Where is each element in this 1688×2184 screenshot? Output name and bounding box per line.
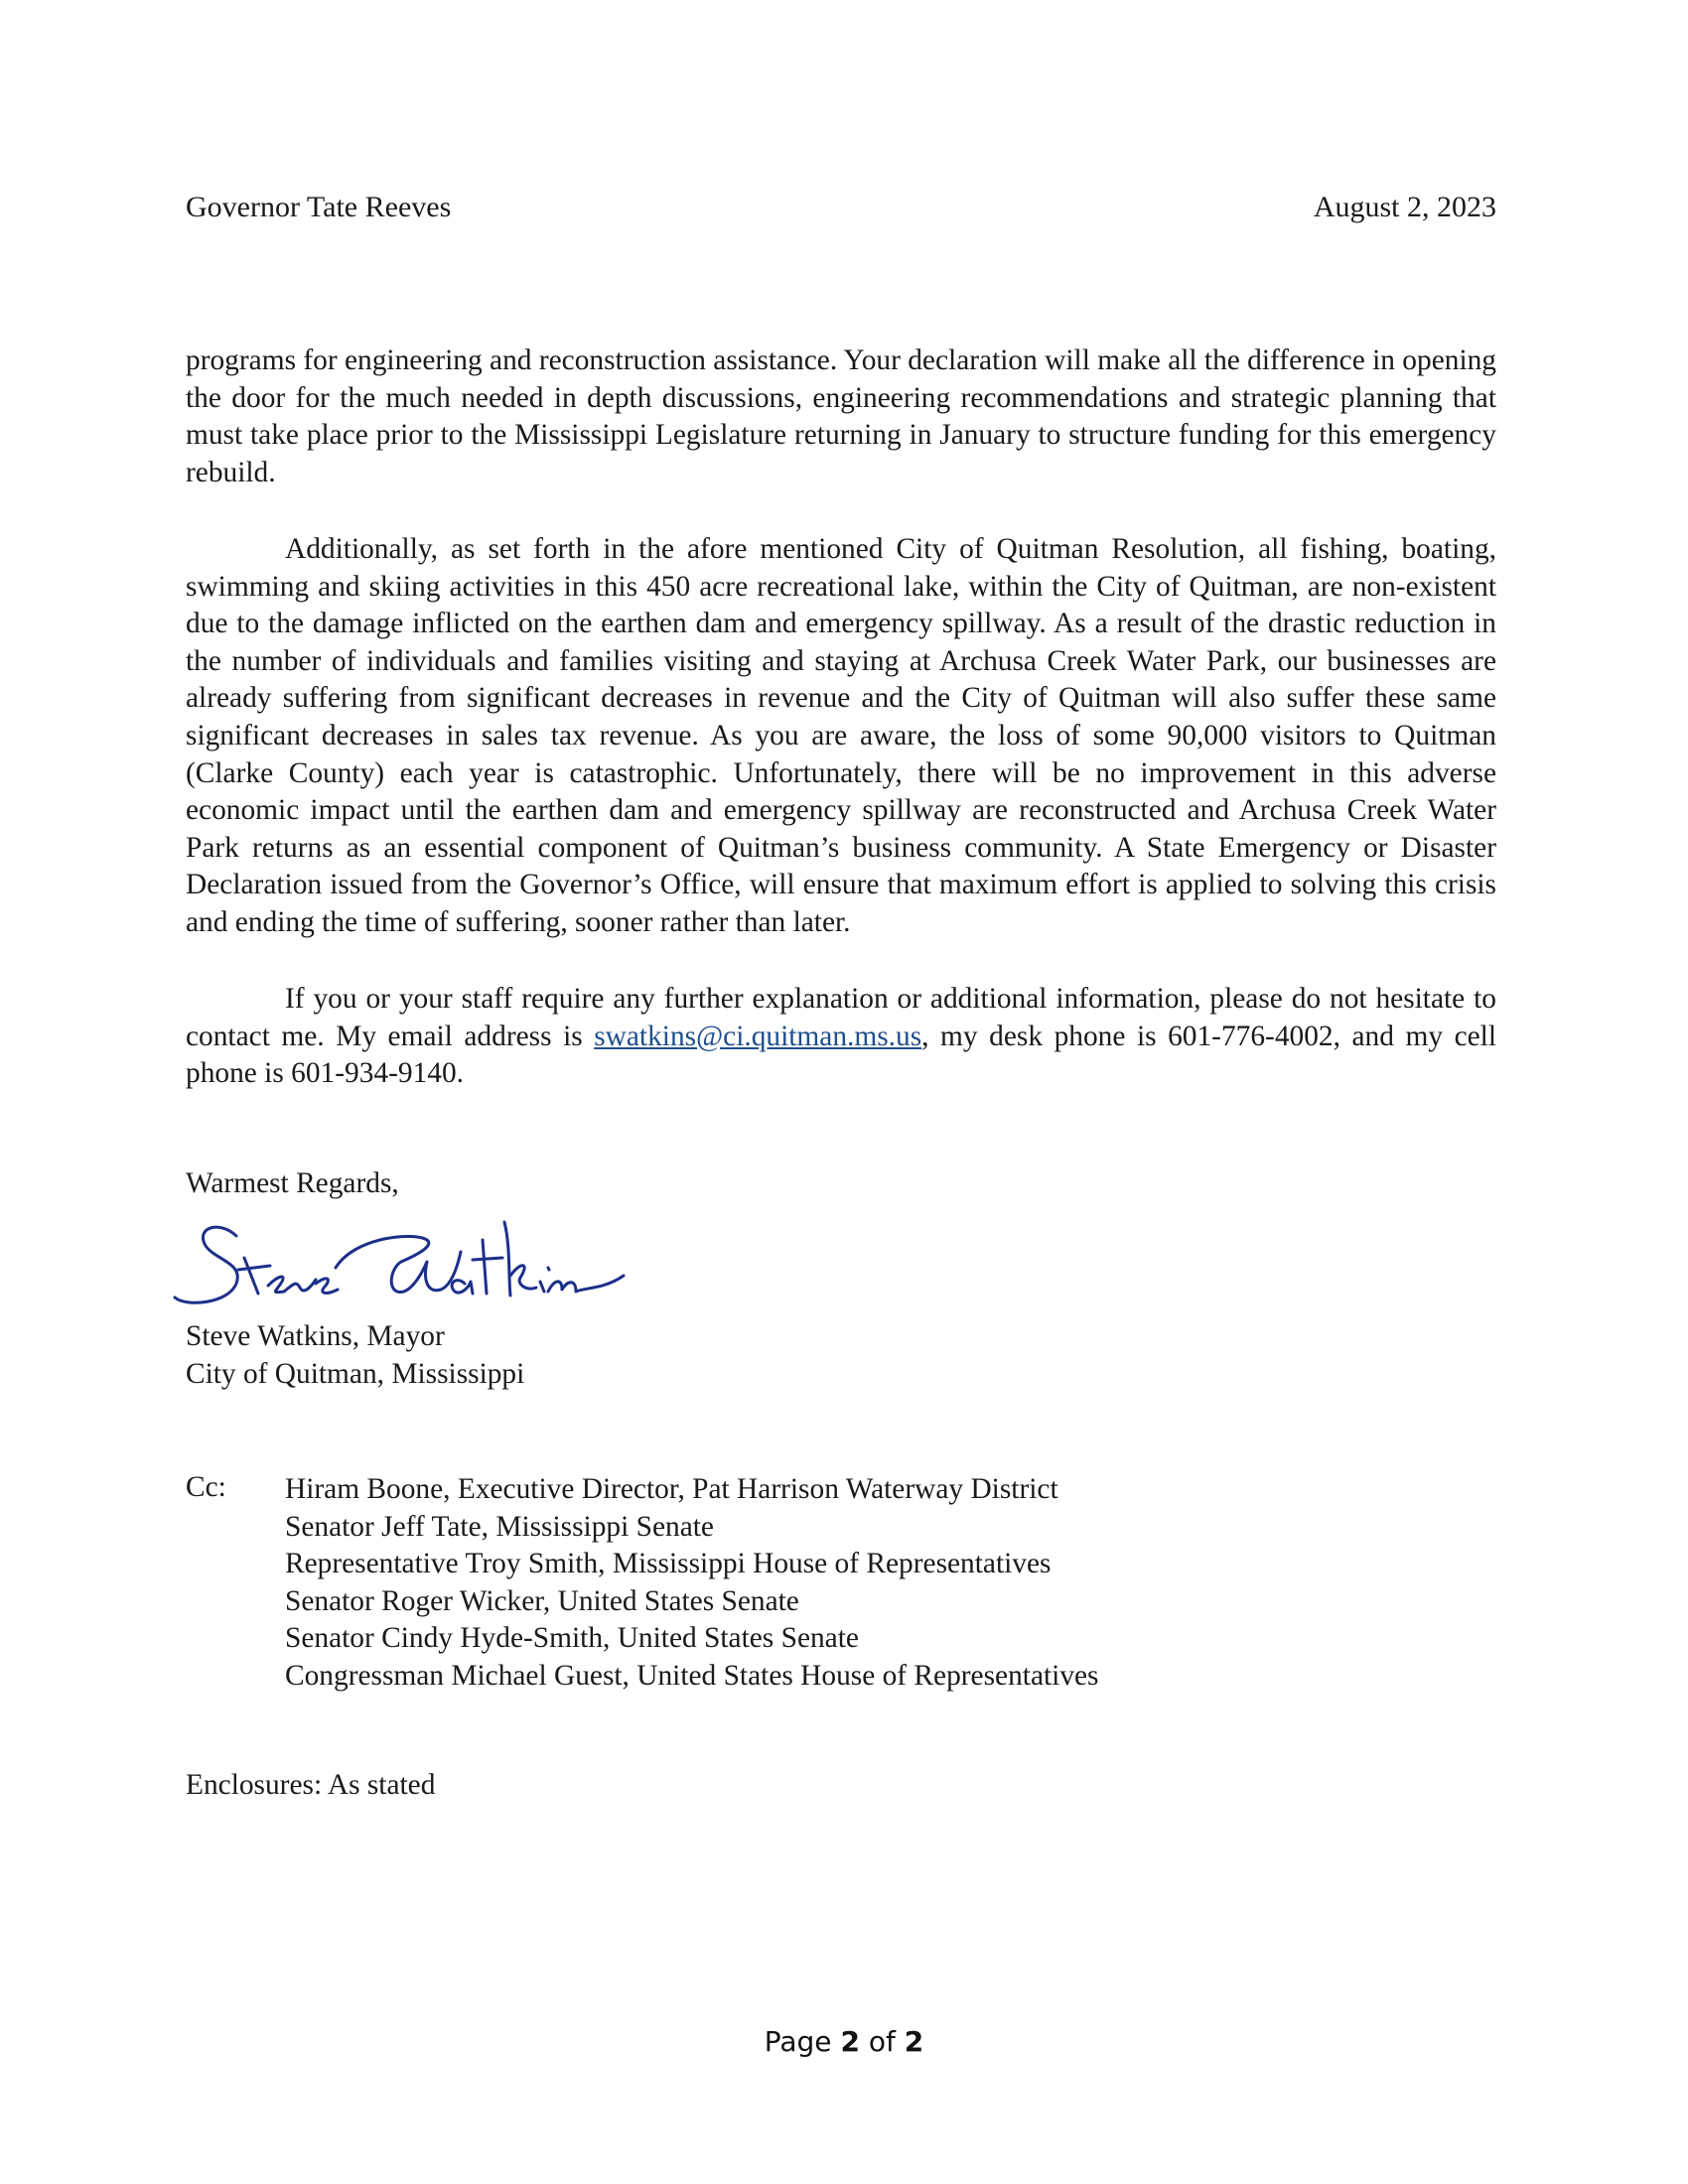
- email-link[interactable]: swatkins@ci.quitman.ms.us: [594, 1020, 922, 1052]
- signer-block: [186, 1318, 524, 1393]
- addressee: Governor Tate Reeves: [186, 191, 452, 223]
- cc-recipient: Senator Roger Wicker, United States Senate: [285, 1584, 799, 1617]
- cc-recipient: Representative Troy Smith, Mississippi House of Representatives: [285, 1548, 1052, 1580]
- paragraph-3-text-end: , my desk phone is 601-776-4002, and my cell phone is 601-934-9140.: [186, 1020, 1496, 1090]
- paragraph-3: [186, 981, 1496, 1093]
- cc-recipient: Senator Jeff Tate, Mississippi Senate: [285, 1510, 714, 1543]
- cc-recipient: Senator Cindy Hyde-Smith, United States Senate: [285, 1622, 859, 1655]
- paragraph-1: programs for engineering and reconstruction assistance. Your declaration will make all the difference in opening the door for the much needed in depth discussions, engineering recommendations and strategic planning that must take place prior to the Mississippi Legislature returning in January to structure funding for this emergency rebuild.: [186, 344, 1496, 488]
- paragraph-3-text-start: If you or your staff require any further explanation or additional information, please do not hesitate to contact me. My email address is: [186, 983, 1496, 1052]
- cc-list: [285, 1471, 1099, 1696]
- signer-name-title: Steve Watkins, Mayor: [186, 1320, 445, 1352]
- cc-label: Cc:: [186, 1471, 226, 1503]
- paragraph-2: Additionally, as set forth in the afore mentioned City of Quitman Resolution, all fishing, boating, swimming and skiing activities in this 450 acre recreational lake, within the City of Quitman, are non-existent due to the damage inflicted on the earthen dam and emergency spillway. As a result of the drastic reduction in the number of individuals and families visiting and staying at Archusa Creek Water Park, our businesses are already suffering from significant decreases in revenue and the City of Quitman will also suffer these same significant decreases in sales tax revenue. As you are aware, the loss of some 90,000 visitors to Quitman (Clarke County) each year is catastrophic. Unfortunately, there will be no improvement in this adverse economic impact until the earthen dam and emergency spillway are reconstructed and Archusa Creek Water Park returns as an essential component of Quitman’s business community. A State Emergency or Disaster Declaration issued from the Governor’s Office, will ensure that maximum effort is applied to solving this crisis and ending the time of suffering, sooner rather than later.: [186, 533, 1496, 938]
- of-word: of: [868, 2025, 896, 2058]
- enclosures-note: Enclosures: As stated: [186, 1769, 436, 1801]
- letter-date: August 2, 2023: [1313, 191, 1496, 223]
- current-page: 2: [840, 2025, 860, 2058]
- signer-organization: City of Quitman, Mississippi: [186, 1357, 525, 1390]
- cc-recipient: Congressman Michael Guest, United States House of Representatives: [285, 1659, 1099, 1692]
- total-pages: 2: [904, 2025, 924, 2058]
- cc-recipient: Hiram Boone, Executive Director, Pat Harrison Waterway District: [285, 1473, 1058, 1505]
- closing-salutation: Warmest Regards,: [186, 1167, 399, 1199]
- page-number: [0, 2025, 1688, 2058]
- page-word: Page: [764, 2025, 832, 2058]
- signature-image: [167, 1196, 643, 1325]
